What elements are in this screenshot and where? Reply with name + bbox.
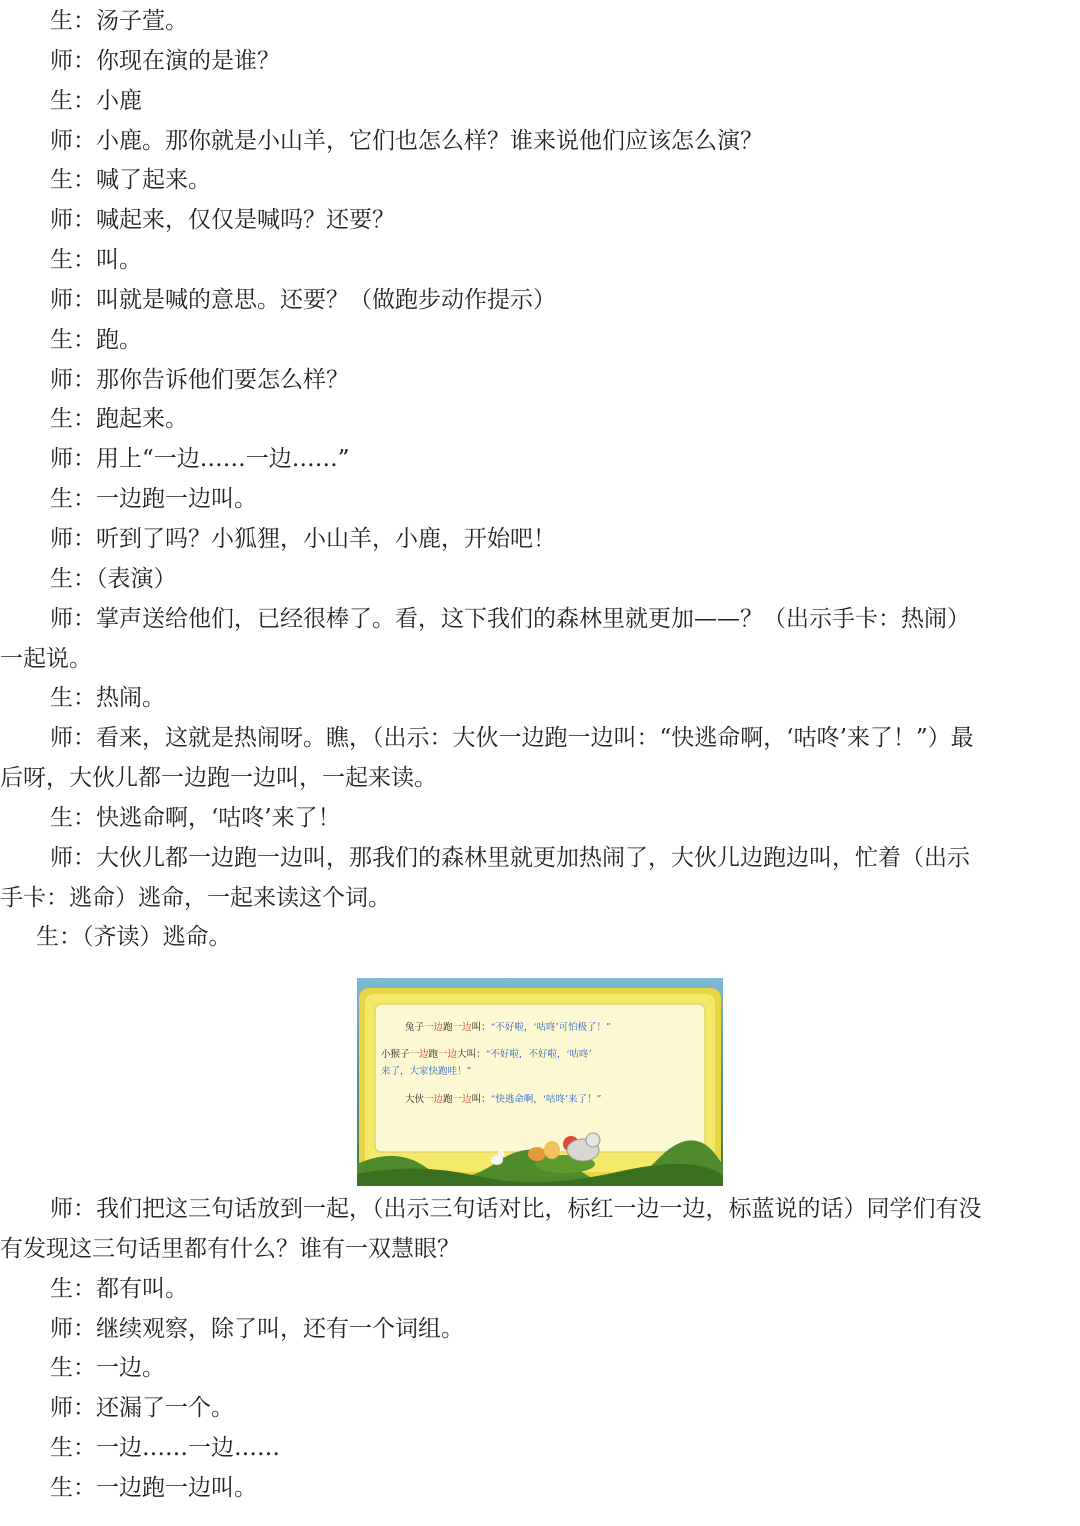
dialogue-line: 生：快逃命啊，‘咕咚’来了！	[50, 804, 341, 831]
slide-sentence	[405, 1021, 611, 1033]
dialogue-line: 生：（表演）	[50, 565, 177, 592]
dialogue-line: 师：我们把这三句话放到一起，（出示三句话对比，标红一边一边，标蓝说的话）同学们有没	[50, 1196, 982, 1222]
slide-text-mid: 跑	[443, 1022, 453, 1033]
dialogue-line: 后呀，大伙儿都一边跑一边叫，一起来读。	[0, 765, 437, 792]
dialogue-line: 师：看来，这就是热闹呀。瞧，（出示：大伙一边跑一边叫：“快逃命啊，‘咕咚’来了！”）最	[50, 725, 974, 752]
dialogue-line: 师：掌声送给他们，已经很棒了。看，这下我们的森林里就更加——？（出示手卡：热闹）	[50, 605, 970, 632]
slide-text-b2: 一边	[452, 1022, 472, 1033]
dialogue-line: 生：汤子萱。	[50, 8, 188, 34]
dialogue-line: 生：跑起来。	[50, 406, 188, 433]
slide-text-post: 叫：	[471, 1022, 491, 1033]
slide-text-quote: “快逃命啊，‘咕咚’来了！”	[490, 1094, 602, 1105]
slide-text-b1: 一边	[424, 1022, 444, 1033]
slide-text-b2: 一边	[438, 1049, 458, 1060]
slide-text-pre: 小猴子	[381, 1049, 410, 1060]
dialogue-line: 生：小鹿	[50, 87, 142, 114]
dialogue-line: 师：叫就是喊的意思。还要？（做跑步动作提示）	[50, 286, 556, 313]
slide-text-quote: “不好啦，不好啦，‘咕咚’	[485, 1049, 592, 1060]
slide-sentence	[405, 1093, 601, 1105]
slide-sentence	[381, 1065, 472, 1077]
slide-text-mid: 跑	[428, 1049, 439, 1060]
dialogue-lower	[0, 1190, 1080, 1509]
dialogue-line: 一起说。	[0, 645, 92, 672]
dialogue-line: 生：一边跑一边叫。	[50, 1474, 257, 1501]
slide-text-b2: 一边	[452, 1094, 472, 1105]
dialogue-line: 师：喊起来，仅仅是喊吗？还要？	[50, 207, 395, 234]
slide-graphic	[357, 978, 723, 1186]
slide-text-pre: 兔子	[405, 1022, 425, 1033]
dialogue-line: 生：叫。	[50, 247, 142, 274]
slide-text-quote: 来了，大家快跑哇！”	[381, 1066, 472, 1077]
dialogue-line: 师：用上“一边……一边……”	[50, 446, 350, 473]
dialogue-line: 师：还漏了一个。	[50, 1395, 234, 1422]
dialogue-line: 生：喊了起来。	[50, 167, 211, 194]
slide-text-b1: 一边	[424, 1094, 444, 1105]
slide-text-post: 叫：	[471, 1094, 491, 1105]
dialogue-line: 生：（齐读）逃命。	[36, 924, 232, 951]
slide-text-mid: 跑	[443, 1094, 453, 1105]
dialogue-line: 有发现这三句话里都有什么？谁有一双慧眼？	[0, 1235, 460, 1262]
dialogue-line: 师：大伙儿都一边跑一边叫，那我们的森林里就更加热闹了，大伙儿边跑边叫，忙着（出示	[50, 844, 970, 871]
slide-text-quote: “不好啦，‘咕咚’可怕极了！”	[490, 1022, 611, 1033]
slide-sentence	[381, 1048, 591, 1060]
dialogue-line: 生：一边。	[50, 1355, 165, 1382]
lesson-slide	[357, 978, 723, 1186]
slide-text-post: 大叫：	[457, 1049, 486, 1060]
dialogue-line: 生：都有叫。	[50, 1275, 188, 1302]
dialogue-line: 师：听到了吗？小狐狸，小山羊，小鹿，开始吧！	[50, 525, 556, 552]
dialogue-upper	[0, 2, 1080, 958]
dialogue-line: 师：继续观察，除了叫，还有一个词组。	[50, 1315, 464, 1342]
dialogue-line: 手卡：逃命）逃命，一起来读这个词。	[0, 884, 391, 911]
slide-text-pre: 大伙	[405, 1094, 425, 1105]
dialogue-line: 生：跑。	[50, 326, 142, 353]
dialogue-line: 师：那你告诉他们要怎么样？	[50, 366, 349, 393]
dialogue-line: 生：一边跑一边叫。	[50, 486, 257, 513]
dialogue-line: 师：你现在演的是谁？	[50, 47, 280, 74]
dialogue-line: 生：热闹。	[50, 685, 165, 712]
dialogue-line: 师：小鹿。那你就是小山羊，它们也怎么样？谁来说他们应该怎么演？	[50, 127, 763, 154]
dialogue-line: 生：一边……一边……	[50, 1435, 280, 1462]
slide-text-b1: 一边	[409, 1049, 429, 1060]
